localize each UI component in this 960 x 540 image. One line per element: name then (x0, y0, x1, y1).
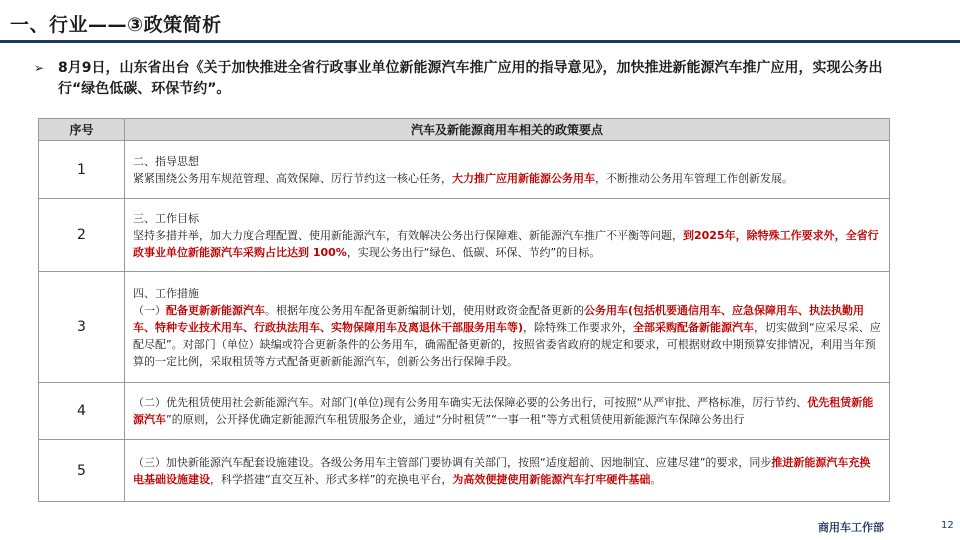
arrow-bullet-icon: ➢ (34, 61, 45, 75)
row-index: 2 (39, 199, 125, 272)
department-label: 商用车工作部 (818, 521, 884, 534)
body-text: ，切实做到“应采尽采、应配尽配”。对部门（单位）缺编或符合更新条件的公务用车，确需配备更新的，按照省委省政府的规定和要求，可根据财政中期预算安排情况，利用当年预算的一定比例，采取租赁等方式配备更新新能源汽车，创新公务出行保障手段。 (133, 320, 881, 368)
body-text: （三）加快新能源汽车配套设施建设。各级公务用车主管部门要协调有关部门，按照“适度超前、因地制宜、应建尽建”的要求，同步 (133, 455, 772, 469)
table-row (39, 141, 890, 199)
body-text: 紧紧围绕公务用车规范管理、高效保障、厉行节约这一核心任务， (133, 171, 452, 185)
policy-table (38, 118, 890, 502)
body-text: ”的原则，公开择优确定新能源汽车租赁服务企业，通过“分时租赁”“一事一租”等方式租赁使用新能源汽车保障公务出行 (166, 413, 745, 426)
body-text: 坚持多措并举，加大力度合理配置、使用新能源汽车，有效解决公务出行保障难、新能源汽车推广不平衡等问题， (133, 228, 683, 242)
highlight-text: 优先租赁新能源汽车 (133, 396, 874, 426)
body-text: ，不断推动公务用车管理工作创新发展。 (595, 171, 793, 185)
highlight-text: 公务用车(包括机要通信用车、应急保障用车、执法执勤用车、特种专业技术用车、行政执法用车、实物保障用车及离退休干部服务用车等) (133, 303, 865, 334)
row-index: 3 (39, 272, 125, 383)
body-text: ，实现公务出行“绿色、低碳、环保、节约”的目标。 (346, 245, 601, 259)
intro-paragraph (34, 58, 914, 100)
body-text: 四、工作措施 (133, 286, 199, 300)
table-row (39, 272, 890, 383)
body-text: （二）优先租赁使用社会新能源汽车。对部门(单位)现有公务用车确实无法保障必要的公务出行，可按照“从严审批、严格标准，厉行节约、 (133, 396, 808, 409)
body-text: ，除特殊工作要求外， (523, 320, 634, 334)
table-row (39, 199, 890, 272)
highlight-text: 全部采购配备新能源汽车 (633, 320, 755, 334)
row-index: 5 (39, 440, 125, 502)
row-index: 4 (39, 383, 125, 440)
row-content (125, 272, 890, 383)
row-index: 1 (39, 141, 125, 199)
highlight-text: 配备更新新能源汽车 (166, 303, 265, 317)
highlight-text: 为高效便捷使用新能源汽车打牢硬件基础 (452, 472, 651, 486)
row-content (125, 440, 890, 502)
page-number: 12 (941, 520, 954, 531)
row-content (125, 141, 890, 199)
header-index: 序号 (39, 119, 125, 141)
title-divider (0, 40, 960, 43)
table-header-row (39, 119, 890, 141)
body-text: ，科学搭建“直交互补、形式多样”的充换电平台， (210, 472, 453, 486)
page-title: 一、行业——③政策简析 (10, 14, 222, 36)
body-text: 。 (650, 472, 662, 486)
intro-text: 8月9日，山东省出台《关于加快推进全省行政事业单位新能源汽车推广应用的指导意见》，加快推进新能源汽车推广应用，实现公务出行“绿色低碳、环保节约”。 (58, 60, 883, 97)
row-content (125, 199, 890, 272)
highlight-text: 到2025年，除特殊工作要求外，全省行政事业单位新能源汽车采购占比达到 100% (133, 228, 879, 259)
highlight-text: 大力推广应用新能源公务用车 (452, 171, 595, 185)
table-row (39, 440, 890, 502)
body-text: （一） (133, 303, 166, 317)
header-content: 汽车及新能源商用车相关的政策要点 (125, 119, 890, 141)
body-text: 二、指导思想 (133, 154, 199, 168)
body-text: 。根据年度公务用车配备更新编制计划，使用财政资金配备更新的 (265, 303, 584, 317)
highlight-text: 推进新能源汽车充换电基础设施建设 (133, 455, 871, 486)
body-text: 三、工作目标 (133, 211, 199, 225)
table-row (39, 383, 890, 440)
row-content (125, 383, 890, 440)
